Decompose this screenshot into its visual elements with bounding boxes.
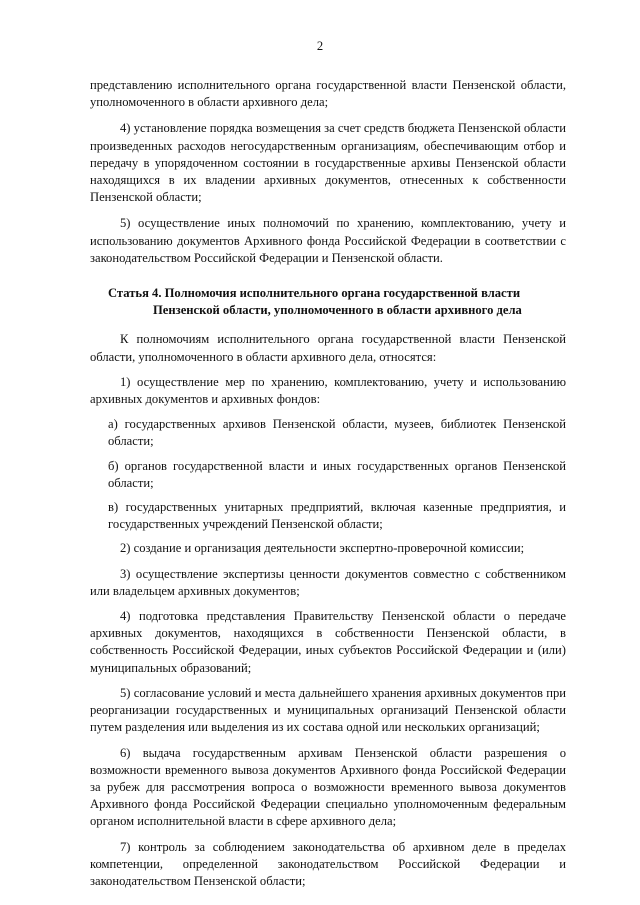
article-item-1: 1) осуществление мер по хранению, комплектованию, учету и использованию архивных документов и архивных фондов: — [90, 374, 566, 407]
article-subitem-b: б) органов государственной власти и иных государственных органов Пензенской области; — [108, 458, 566, 490]
page-number: 2 — [316, 39, 324, 53]
paragraph-continuation: представлению исполнительного органа государственной власти Пензенской области, уполномоченного в области архивного дела; — [90, 78, 566, 110]
article-subitem-v: в) государственных унитарных предприятий, включая казенные предприятия, и государственных учреждений Пензенской области; — [108, 500, 566, 532]
article-subitem-a: а) государственных архивов Пензенской области, музеев, библиотек Пензенской области; — [108, 417, 566, 449]
article-heading-line2: Пензенской области, уполномоченного в области архивного дела — [153, 303, 522, 318]
article-item-5: 5) согласование условий и места дальнейшего хранения архивных документов при реорганизации государственных и муниципальных организаций Пензенской области путем разделения или выделения из их состава одной или нескольких организаций; — [90, 685, 566, 735]
article-heading-line1: Статья 4. Полномочия исполнительного органа государственной власти — [108, 286, 521, 301]
document-body — [90, 77, 566, 898]
article-item-6: 6) выдача государственным архивам Пензенской области разрешения о возможности временного вывоза документов Архивного фонда Российской Федерации за рубеж для рассмотрения вопроса о возможности временного вывоза документов Архивного фонда Российской Федерации специально уполномоченным федеральным органом исполнительной власти в сфере архивного дела; — [90, 745, 566, 829]
article-heading — [90, 285, 566, 319]
article-item-7: 7) контроль за соблюдением законодательства об архивном деле в пределах компетенции, определенной законодательством Российской Федерации и законодательством Пензенской области; — [90, 839, 566, 888]
paragraph-item-5: 5) осуществление иных полномочий по хранению, комплектованию, учету и использованию документов Архивного фонда Российской Федерации в соответствии с законодательством Российской Федерации и Пензенской области. — [90, 216, 566, 265]
article-item-3: 3) осуществление экспертизы ценности документов совместно с собственником или владельцем архивных документов; — [90, 566, 566, 598]
article-item-2: 2) создание и организация деятельности экспертно-проверочной комиссии; — [120, 541, 525, 556]
article-intro: К полномочиям исполнительного органа государственной власти Пензенской области, уполномоченного в области архивного дела, относятся: — [90, 332, 566, 364]
article-item-4: 4) подготовка представления Правительству Пензенской области о передаче архивных документов, находящихся в собственности Пензенской области, в собственность Российской Федерации, иных субъектов Российской Федерации и (или) муниципальных образований; — [90, 609, 566, 675]
paragraph-item-4: 4) установление порядка возмещения за счет средств бюджета Пензенской области произведенных расходов негосударственным организациям, обеспечивающим отбор и передачу в упорядоченном состоянии в государственные архивы Пензенской области находящихся в их владении архивных документов, отнесенных к собственности Пензенской области; — [90, 121, 566, 205]
